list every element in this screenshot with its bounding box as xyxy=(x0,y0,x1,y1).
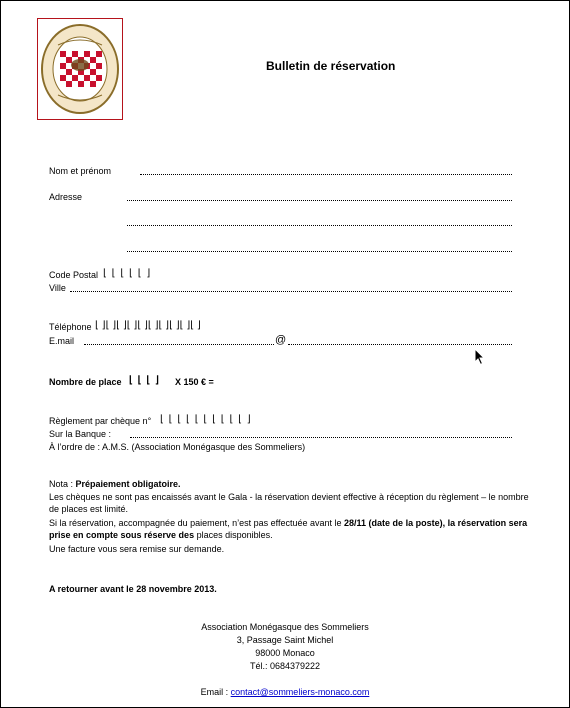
note-line-2: Si la réservation, accompagnée du paiement, n’est pas effectuée avant le 28/11 (date de la poste), la réservation sera prise en compte sous réserve des places disponibles. xyxy=(49,518,528,540)
mouse-cursor-icon xyxy=(474,348,486,366)
address-label: Adresse xyxy=(49,192,83,202)
email-user-field[interactable] xyxy=(84,344,274,345)
footer-tel: Tél.: 0684379222 xyxy=(249,661,321,671)
note-title-line: Nota : Prépaiement obligatoire. xyxy=(49,479,181,489)
cheque-boxes[interactable]: ⌊ ⌊ ⌊ ⌊ ⌊ ⌊ ⌊ ⌊ ⌊ ⌊ ⌋ xyxy=(160,414,252,425)
places-boxes[interactable]: ⌊ ⌊ ⌊ ⌋ xyxy=(129,375,160,386)
note-line-1: Les chèques ne sont pas encaissés avant le Gala - la réservation devient effective à réception du règlement – le nombre de places est limité. xyxy=(49,492,529,514)
footer-org: Association Monégasque des Sommeliers xyxy=(201,622,369,632)
postcode-label: Code Postal xyxy=(49,270,99,280)
return-notice: A retourner avant le 28 novembre 2013. xyxy=(49,584,217,594)
footer-email-line: Email : contact@sommeliers-monaco.com xyxy=(200,687,370,697)
email-domain-field[interactable] xyxy=(288,344,512,345)
address-field-line-1[interactable] xyxy=(127,200,512,201)
postcode-boxes[interactable]: ⌊ ⌊ ⌊ ⌊ ⌊ ⌋ xyxy=(103,268,152,279)
places-label: Nombre de place xyxy=(49,377,122,387)
association-logo xyxy=(37,18,123,120)
footer-address: 3, Passage Saint Michel xyxy=(236,635,334,645)
name-label: Nom et prénom xyxy=(49,166,112,176)
email-label: E.mail xyxy=(49,336,75,346)
footer-email-link[interactable]: contact@sommeliers-monaco.com xyxy=(230,687,370,697)
footer-city: 98000 Monaco xyxy=(255,648,315,658)
bank-field[interactable] xyxy=(130,437,512,438)
page-title: Bulletin de réservation xyxy=(266,59,396,73)
bank-label: Sur la Banque : xyxy=(49,429,112,439)
email-at-sign: @ xyxy=(275,334,287,346)
city-field[interactable] xyxy=(70,291,512,292)
places-price: X 150 € = xyxy=(175,377,214,387)
note-line-3: Une facture vous sera remise sur demande. xyxy=(49,544,225,554)
phone-boxes[interactable]: ⌊ ⌋⌊ ⌋⌊ ⌋⌊ ⌋⌊ ⌋⌊ ⌋⌊ ⌋⌊ ⌋⌊ ⌋⌊ ⌋ xyxy=(95,320,201,331)
logo-seal-icon xyxy=(38,19,122,119)
cheque-label: Règlement par chèque n° xyxy=(49,416,152,426)
order-label: À l’ordre de : A.M.S. (Association Monégasque des Sommeliers) xyxy=(49,442,306,452)
name-field[interactable] xyxy=(140,174,512,175)
address-field-line-3[interactable] xyxy=(127,251,512,252)
city-label: Ville xyxy=(49,283,66,293)
address-field-line-2[interactable] xyxy=(127,225,512,226)
phone-label: Téléphone xyxy=(49,322,92,332)
